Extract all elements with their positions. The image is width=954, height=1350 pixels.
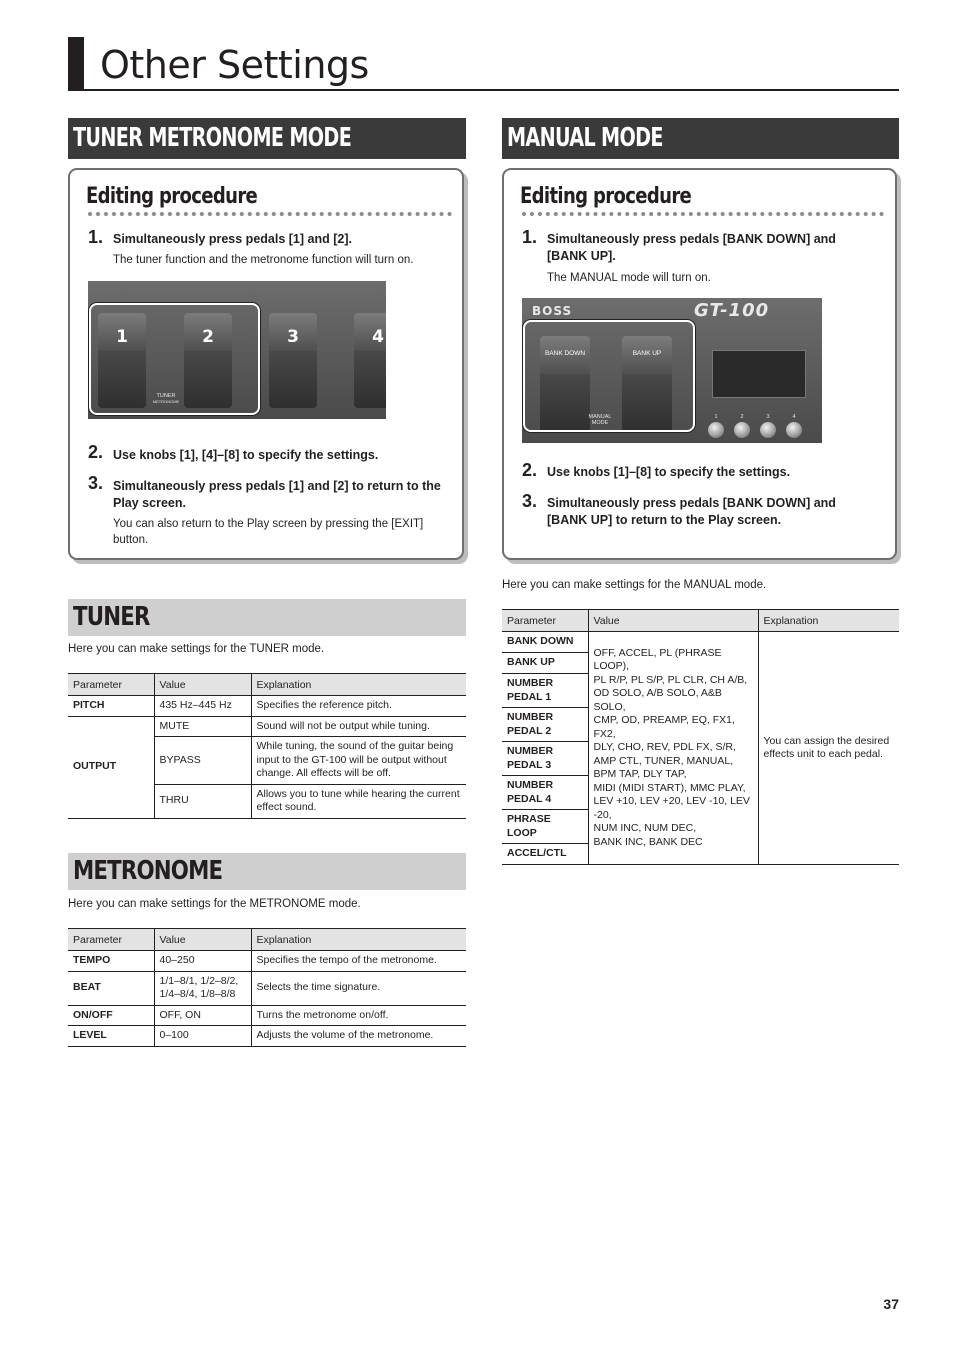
pedal-2: 2 [184,313,232,408]
table-header-row [502,610,899,632]
metronome-heading: METRONOME [68,853,466,890]
step-note: The tuner function and the metronome function will turn on. [113,254,414,266]
metronome-intro: Here you can make settings for the METRONOME mode. [68,898,361,910]
tuner-procedure-box [68,168,464,560]
tuner-heading: TUNER [68,599,466,636]
step-note: The MANUAL mode will turn on. [547,272,711,284]
header-parameter: Parameter [68,929,154,951]
tuner-metronome-mode-heading: TUNER METRONOME MODE [68,118,466,159]
tuner-label: TUNER METRONOME [152,393,180,404]
dotted-rule [522,212,884,216]
page-title: Other Settings [100,43,369,87]
step-text: Simultaneously press pedals [1] and [2]. [113,232,352,246]
manual-explanation-cell: You can assign the desired effects unit to each pedal. [758,632,899,865]
table-row: BYPASS While tuning, the sound of the guitar being input to the GT-100 will be output without change. All effects will be off. [68,737,466,785]
table-row: NUMBER PEDAL 2 [502,708,899,742]
table-row: BANK DOWN OFF, ACCEL, PL (PHRASE LOOP), PL R/P, PL S/P, PL CLR, CH A/B, OD SOLO, A/B SOLO, A&B SOLO, CMP, OD, PREAMP, EQ, FX1, FX2, DLY, CHO, REV, PDL FX, S/R, AMP CTL, TUNER, MANUAL, BPM TAP, DLY TAP, MIDI (MIDI START), MMC PLAY, LEV +10, LEV +20, LEV -10, LEV -20, NUM INC, NUM DEC, BANK INC, BANK DEC You can assign the desired effects unit to each pedal. [502,632,899,653]
step-number: 3. [522,491,538,511]
title-rule [68,89,899,91]
step-text: Simultaneously press pedals [BANK DOWN] and [BANK UP]. [547,232,836,263]
table-header-row [68,929,466,951]
boss-logo: BOSS [532,304,573,318]
metronome-table [68,928,466,1047]
step-number: 1. [522,227,538,247]
value-line: AMP CTL, TUNER, MANUAL, [593,754,734,767]
step-number: 1. [88,227,104,247]
table-row: ON/OFF OFF, ON Turns the metronome on/off. [68,1005,466,1026]
value-line: OFF, ACCEL, PL (PHRASE LOOP), [593,646,722,673]
procedure-heading: Editing procedure [520,184,692,209]
value-line: BPM TAP, DLY TAP, [593,768,687,781]
header-parameter: Parameter [502,610,588,632]
table-row: OUTPUT MUTE Sound will not be output while tuning. [68,716,466,737]
header-explanation: Explanation [251,929,466,951]
pedal-bank-up: BANK UP [622,336,672,432]
manual-procedure-box [502,168,897,560]
tuner-intro: Here you can make settings for the TUNER mode. [68,643,325,655]
pedal-4: 4 [354,313,386,408]
step-text: Use knobs [1]–[8] to specify the settings. [547,465,791,479]
gt100-logo: GT-100 [694,300,770,321]
manual-intro: Here you can make settings for the MANUAL mode. [502,579,767,591]
tuner-table [68,673,466,819]
knob [760,422,776,438]
header-parameter: Parameter [68,674,154,696]
tuner-pedals-image [88,281,386,419]
manual-values-cell [588,632,758,865]
pedal-1: 1 [98,313,146,408]
dotted-rule [88,212,452,216]
table-row: LEVEL 0–100 Adjusts the volume of the metronome. [68,1026,466,1047]
value-line: PL R/P, PL S/P, PL CLR, CH A/B, [593,673,748,686]
title-bar [68,37,84,90]
table-row: BANK UP [502,653,899,674]
knob [734,422,750,438]
table-header-row [68,674,466,696]
page-number: 37 [883,1296,899,1312]
knob [786,422,802,438]
header-explanation: Explanation [251,674,466,696]
header-value: Value [154,674,251,696]
manual-table [502,609,899,865]
table-row: NUMBER PEDAL 4 [502,776,899,810]
table-row: NUMBER PEDAL 1 [502,674,899,708]
value-line: OD SOLO, A/B SOLO, A&B SOLO, [593,687,722,713]
value-line: CMP, OD, PREAMP, EQ, FX1, FX2, [593,714,735,740]
display-screen [712,350,806,398]
value-line: MIDI (MIDI START), MMC PLAY, [593,781,746,794]
value-line: DLY, CHO, REV, PDL FX, S/R, [593,741,736,754]
table-row: TEMPO 40–250 Specifies the tempo of the metronome. [68,951,466,972]
step-number: 2. [88,442,104,462]
value-line: NUM INC, NUM DEC, [593,822,697,835]
table-row: PHRASE LOOP [502,810,899,844]
step-text: Simultaneously press pedals [1] and [2] to return to the Play screen. [113,479,441,510]
table-row: BEAT 1/1–8/1, 1/2–8/2, 1/4–8/4, 1/8–8/8 Selects the time signature. [68,971,466,1005]
manual-mode-heading: MANUAL MODE [502,118,899,159]
table-row: PITCH 435 Hz–445 Hz Specifies the reference pitch. [68,696,466,717]
step-number: 3. [88,473,104,493]
pedal-bank-down: BANK DOWN [540,336,590,432]
value-line: LEV +10, LEV +20, LEV -10, LEV -20, [593,795,750,821]
table-row: THRU Allows you to tune while hearing the current effect sound. [68,784,466,818]
manual-pedals-image: BOSS GT-100 BANK DOWN BANK UP MANUAL MODE 1 2 3 4 [522,298,822,443]
manual-mode-label: MANUAL MODE [588,414,612,426]
value-line: BANK INC, BANK DEC [593,835,703,848]
step-note: You can also return to the Play screen by pressing the [EXIT] button. [113,518,424,546]
knob [708,422,724,438]
header-explanation: Explanation [758,610,899,632]
procedure-heading: Editing procedure [86,184,258,209]
header-value: Value [154,929,251,951]
step-text: Use knobs [1], [4]–[8] to specify the settings. [113,448,379,462]
pedal-3: 3 [269,313,317,408]
step-number: 2. [522,460,538,480]
step-text: Simultaneously press pedals [BANK DOWN] and [BANK UP] to return to the Play screen. [547,496,836,527]
table-row: NUMBER PEDAL 3 [502,742,899,776]
table-row: ACCEL/CTL [502,844,899,865]
header-value: Value [588,610,758,632]
